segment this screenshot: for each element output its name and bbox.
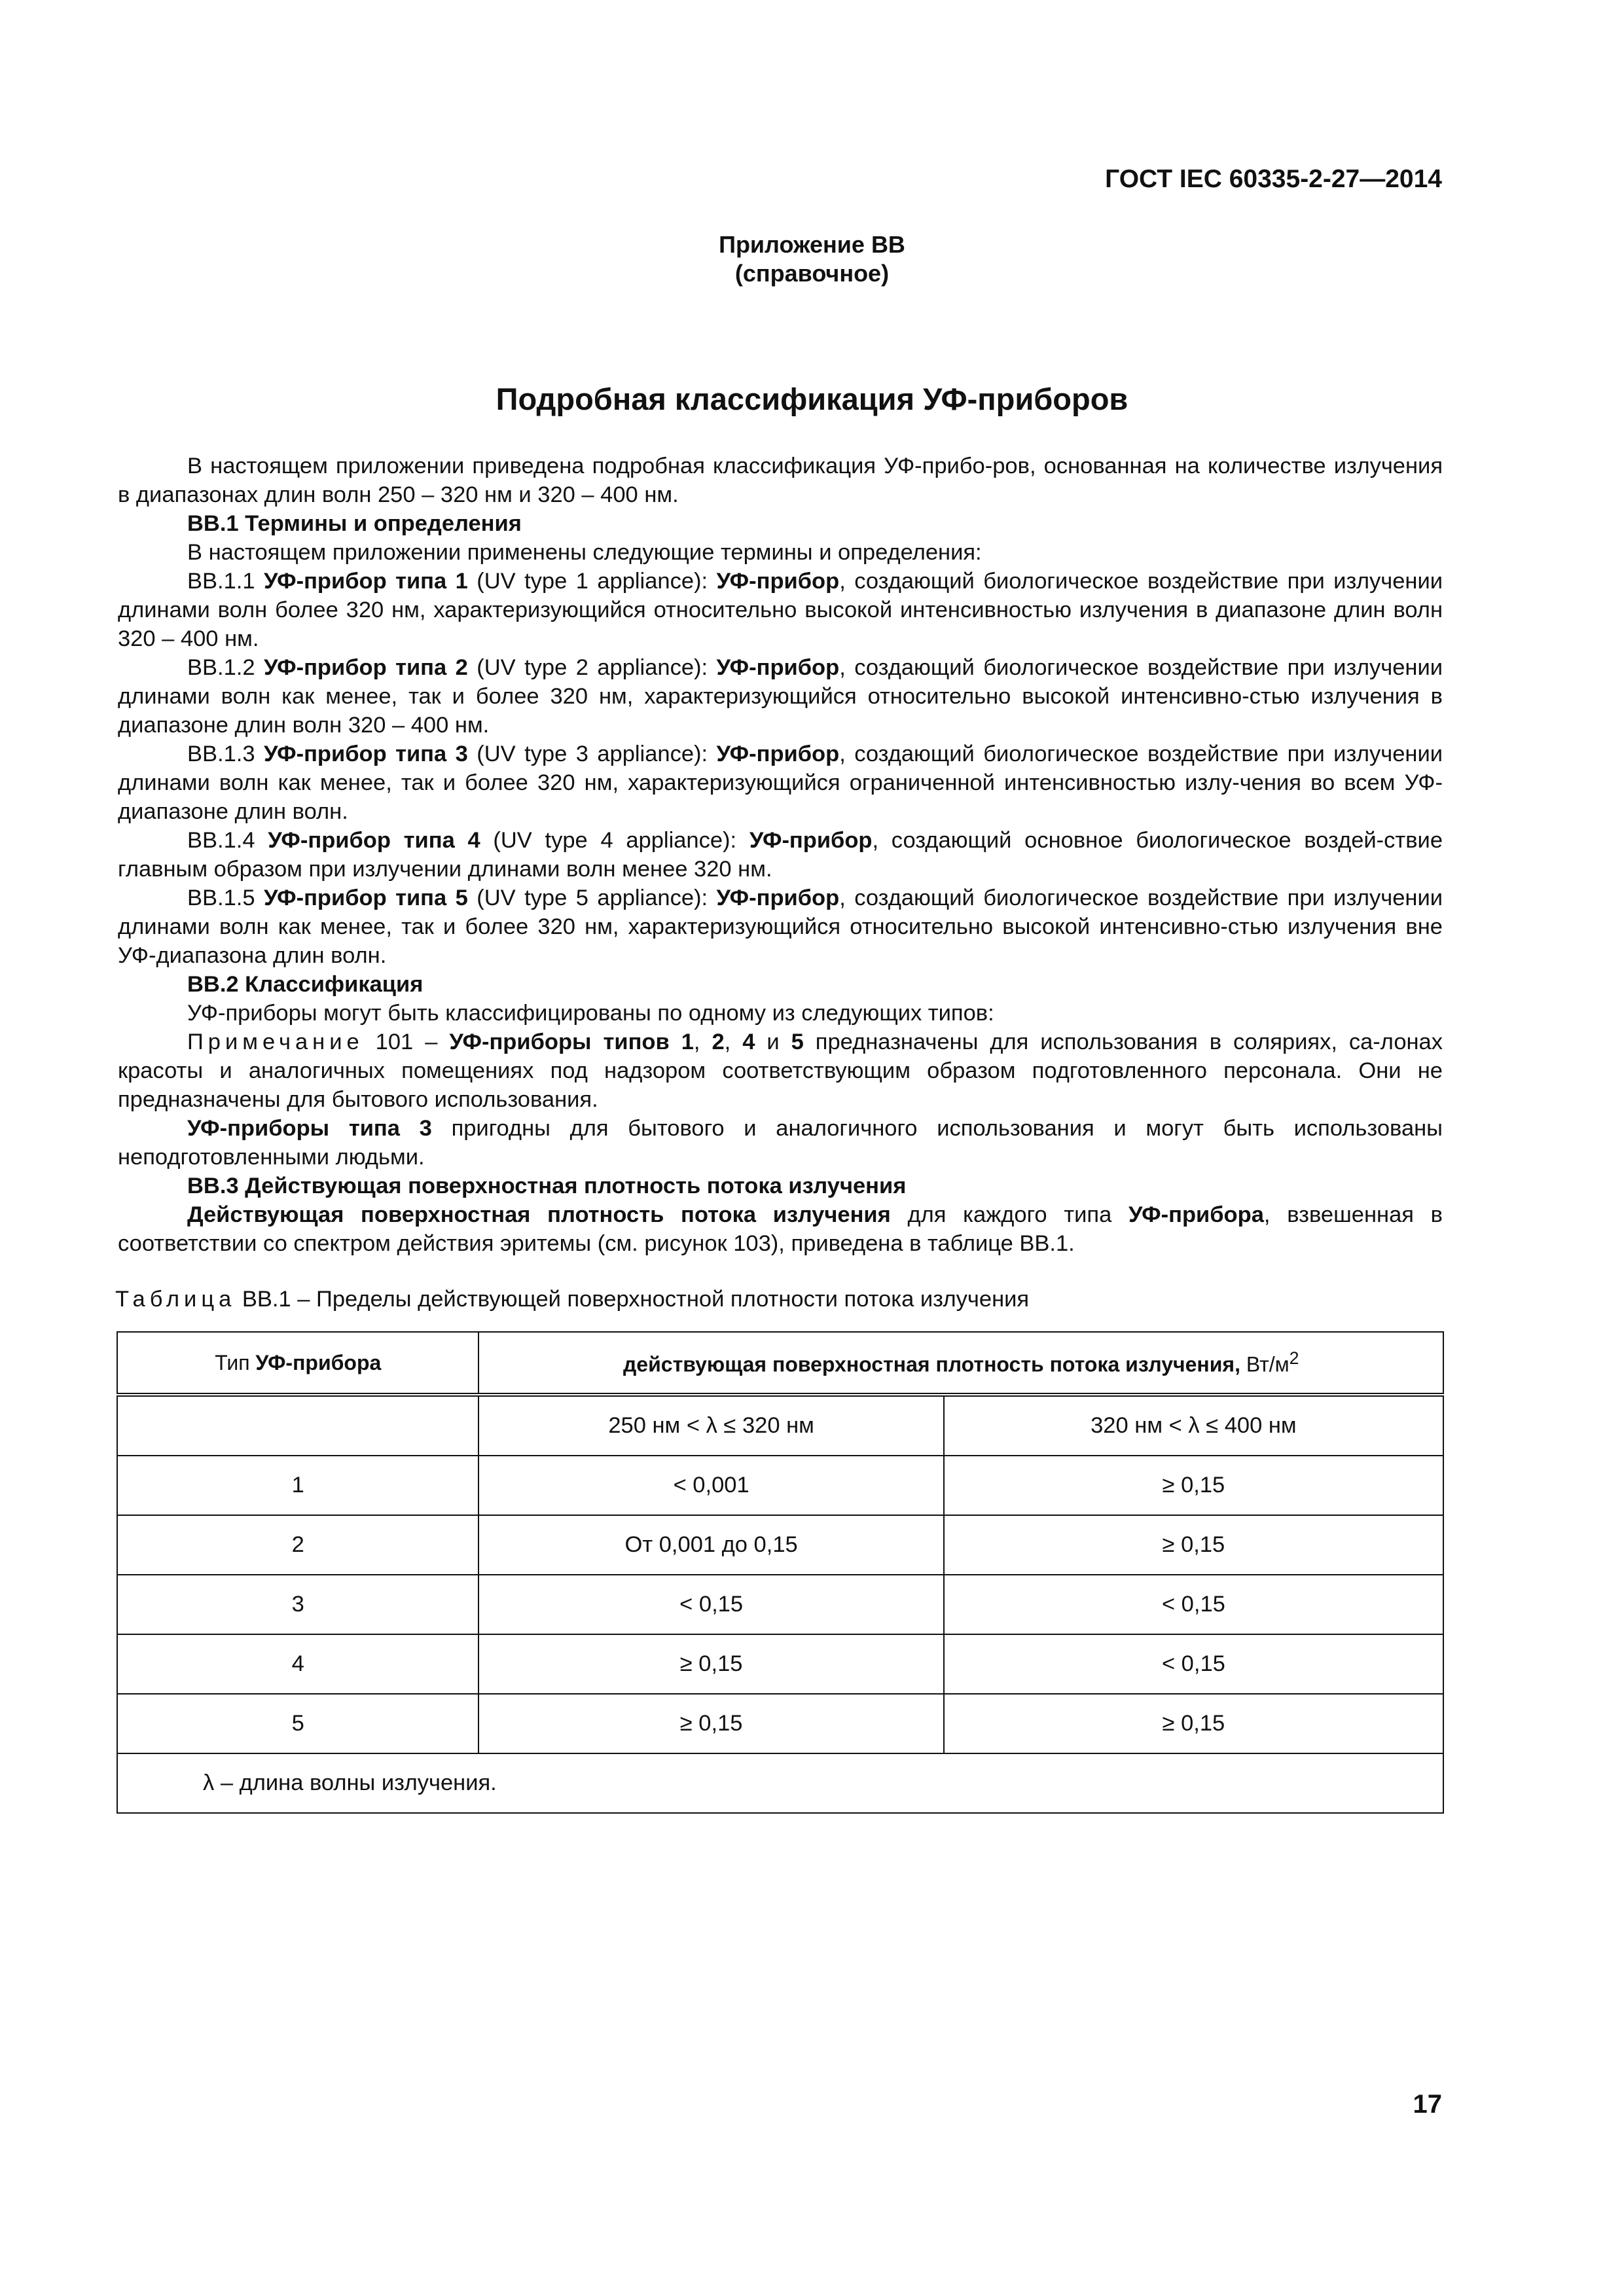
definition-term-ref: УФ-прибор bbox=[716, 742, 840, 766]
note-type-4: 4 bbox=[742, 1030, 755, 1054]
definition-text: , создающий биологическое воздействие при излучении длинами волн более 320 нм, характеризующийся относительно высокой интенсивностью излучения в диапазоне длин волн 320 – 400 нм. bbox=[118, 569, 1443, 651]
note-type-5: 5 bbox=[791, 1030, 804, 1054]
table-caption bbox=[115, 1287, 1029, 1312]
definition-english: (UV type 2 appliance): bbox=[467, 655, 717, 680]
note-separator: и bbox=[755, 1030, 791, 1054]
section-bb1-heading: ВВ.1 Термины и определения bbox=[187, 511, 522, 536]
cell-range-b: ≥ 0,15 bbox=[944, 1456, 1443, 1515]
table-row bbox=[117, 1694, 1443, 1753]
table-row bbox=[117, 1515, 1443, 1575]
cell-range-b: ≥ 0,15 bbox=[944, 1515, 1443, 1575]
intro-paragraph: В настоящем приложении приведена подробная классификация УФ-прибо-ров, основанная на количестве излучения в диапазонах длин волн 250 – 320 нм и 320 – 400 нм. bbox=[118, 454, 1443, 507]
definition-term-ref: УФ-прибор bbox=[716, 886, 840, 910]
note-101 bbox=[118, 1028, 1443, 1114]
table-subheader-row bbox=[117, 1395, 1443, 1456]
header-irradiance bbox=[478, 1332, 1443, 1395]
note-number: 101 – bbox=[363, 1030, 450, 1054]
cell-range-b: < 0,15 bbox=[944, 1575, 1443, 1634]
table-footnote: λ – длина волны излучения. bbox=[117, 1753, 1443, 1813]
table-caption-label: Таблица bbox=[115, 1287, 236, 1312]
definition-text: , создающий биологическое воздействие при излучении длинами волн как менее, так и более 320 нм, характеризующийся относительно высокой интенсивно-стью излучения в диапазоне длин волн 320 – 400 нм. bbox=[118, 655, 1443, 738]
cell-range-a: От 0,001 до 0,15 bbox=[478, 1515, 943, 1575]
definition-bb-1-5 bbox=[118, 884, 1443, 970]
cell-type: 1 bbox=[117, 1456, 478, 1515]
definition-english: (UV type 4 appliance): bbox=[480, 828, 749, 853]
note-label: Примечание bbox=[187, 1030, 364, 1054]
annex-body bbox=[118, 452, 1443, 1258]
section-bb3-paragraph bbox=[118, 1200, 1443, 1258]
definition-term: УФ-прибор типа 5 bbox=[264, 886, 468, 910]
header-type-prefix: Тип bbox=[215, 1350, 256, 1374]
cell-range-a: < 0,001 bbox=[478, 1456, 943, 1515]
table-caption-text: ВВ.1 – Пределы действующей поверхностной плотности потока излучения bbox=[236, 1287, 1030, 1312]
subheader-range-a: 250 нм < λ ≤ 320 нм bbox=[478, 1395, 943, 1456]
cell-range-a: ≥ 0,15 bbox=[478, 1634, 943, 1694]
subheader-range-b: 320 нм < λ ≤ 400 нм bbox=[944, 1395, 1443, 1456]
definition-term-ref: УФ-прибор bbox=[716, 569, 840, 594]
annex-title: Подробная классификация УФ-приборов bbox=[496, 382, 1128, 416]
cell-range-a: < 0,15 bbox=[478, 1575, 943, 1634]
definition-bb-1-3 bbox=[118, 740, 1443, 826]
cell-range-b: < 0,15 bbox=[944, 1634, 1443, 1694]
header-type-term: УФ-прибора bbox=[255, 1350, 382, 1374]
section-bb2-heading: ВВ.2 Классификация bbox=[187, 972, 424, 997]
definition-number: ВВ.1.2 bbox=[187, 655, 264, 680]
cell-range-b: ≥ 0,15 bbox=[944, 1694, 1443, 1753]
definition-number: ВВ.1.3 bbox=[187, 742, 264, 766]
bb3-text: , взвешенная в соответствии со спектром действия эритемы (см. рисунок 103), приведена в таблице ВВ.1. bbox=[118, 1202, 1443, 1256]
subheader-empty bbox=[117, 1395, 478, 1456]
section-bb1-lead: В настоящем приложении применены следующие термины и определения: bbox=[187, 540, 982, 565]
definition-english: (UV type 5 appliance): bbox=[467, 886, 717, 910]
definition-term: УФ-прибор типа 4 bbox=[268, 828, 480, 853]
note-separator: , bbox=[693, 1030, 712, 1054]
annex-label: Приложение ВВ bbox=[719, 231, 905, 258]
cell-range-a: ≥ 0,15 bbox=[478, 1694, 943, 1753]
definition-term-ref: УФ-прибор bbox=[716, 655, 840, 680]
definition-term: УФ-прибор типа 2 bbox=[264, 655, 468, 680]
header-irradiance-unit-sup: 2 bbox=[1289, 1348, 1299, 1369]
definition-number: ВВ.1.1 bbox=[187, 569, 264, 594]
section-bb3-heading: ВВ.3 Действующая поверхностная плотность потока излучения bbox=[187, 1174, 907, 1198]
note-bold-types: УФ-приборы типов 1 bbox=[449, 1030, 694, 1054]
note-type-2: 2 bbox=[712, 1030, 725, 1054]
definition-bb-1-4 bbox=[118, 826, 1443, 884]
definition-term: УФ-прибор типа 1 bbox=[264, 569, 468, 594]
section-bb2-lead: УФ-приборы могут быть классифицированы по одному из следующих типов: bbox=[187, 1001, 994, 1026]
header-appliance-type bbox=[117, 1332, 478, 1395]
standard-code: ГОСТ IEC 60335-2-27—2014 bbox=[1105, 165, 1442, 193]
bb3-term-appliance: УФ-прибора bbox=[1128, 1202, 1264, 1227]
definition-term: УФ-прибор типа 3 bbox=[264, 742, 468, 766]
cell-type: 2 bbox=[117, 1515, 478, 1575]
table-row bbox=[117, 1575, 1443, 1634]
header-irradiance-unit: Вт/м bbox=[1240, 1352, 1290, 1376]
table-header-row bbox=[117, 1332, 1443, 1395]
type-3-paragraph bbox=[118, 1114, 1443, 1172]
page-number: 17 bbox=[1413, 2090, 1442, 2119]
annex-status: (справочное) bbox=[734, 260, 890, 287]
irradiance-limits-table bbox=[117, 1331, 1444, 1814]
definition-bb-1-1 bbox=[118, 567, 1443, 653]
table-row bbox=[117, 1456, 1443, 1515]
table-footnote-row bbox=[117, 1753, 1443, 1813]
note-text: предназначены для использования в соляриях, са-лонах красоты и аналогичных помещениях под надзором соответствующим образом подготовленного персонала. Они не предназначены для бытового использования. bbox=[118, 1030, 1443, 1112]
definition-text: , создающий биологическое воздействие при излучении длинами волн как менее, так и более 320 нм, характеризующийся относительно высокой интенсивно-стью излучения вне УФ-диапазона длин волн. bbox=[118, 886, 1443, 968]
definition-bb-1-2 bbox=[118, 653, 1443, 740]
table-row bbox=[117, 1634, 1443, 1694]
definition-number: ВВ.1.4 bbox=[187, 828, 268, 853]
definition-english: (UV type 1 appliance): bbox=[467, 569, 717, 594]
bb3-text-mid: для каждого типа bbox=[890, 1202, 1129, 1227]
bb3-term: Действующая поверхностная плотность потока излучения bbox=[187, 1202, 891, 1227]
definition-number: ВВ.1.5 bbox=[187, 886, 264, 910]
note-separator: , bbox=[724, 1030, 743, 1054]
cell-type: 4 bbox=[117, 1634, 478, 1694]
definition-text: , создающий биологическое воздействие при излучении длинами волн как менее, так и более 320 нм, характеризующийся ограниченной интенсивностью излу-чения во всем УФ-диапазоне длин волн. bbox=[118, 742, 1443, 824]
type-3-text: пригодны для бытового и аналогичного использования и могут быть использованы неподготовленными людьми. bbox=[118, 1116, 1443, 1170]
definition-text: , создающий основное биологическое воздей-ствие главным образом при излучении длинами волн менее 320 нм. bbox=[118, 828, 1443, 882]
definition-term-ref: УФ-прибор bbox=[749, 828, 873, 853]
type-3-term: УФ-приборы типа 3 bbox=[187, 1116, 432, 1141]
annex-header bbox=[0, 230, 1624, 288]
cell-type: 5 bbox=[117, 1694, 478, 1753]
definition-english: (UV type 3 appliance): bbox=[467, 742, 717, 766]
header-irradiance-term: действующая поверхностная плотность потока излучения, bbox=[623, 1352, 1240, 1376]
cell-type: 3 bbox=[117, 1575, 478, 1634]
